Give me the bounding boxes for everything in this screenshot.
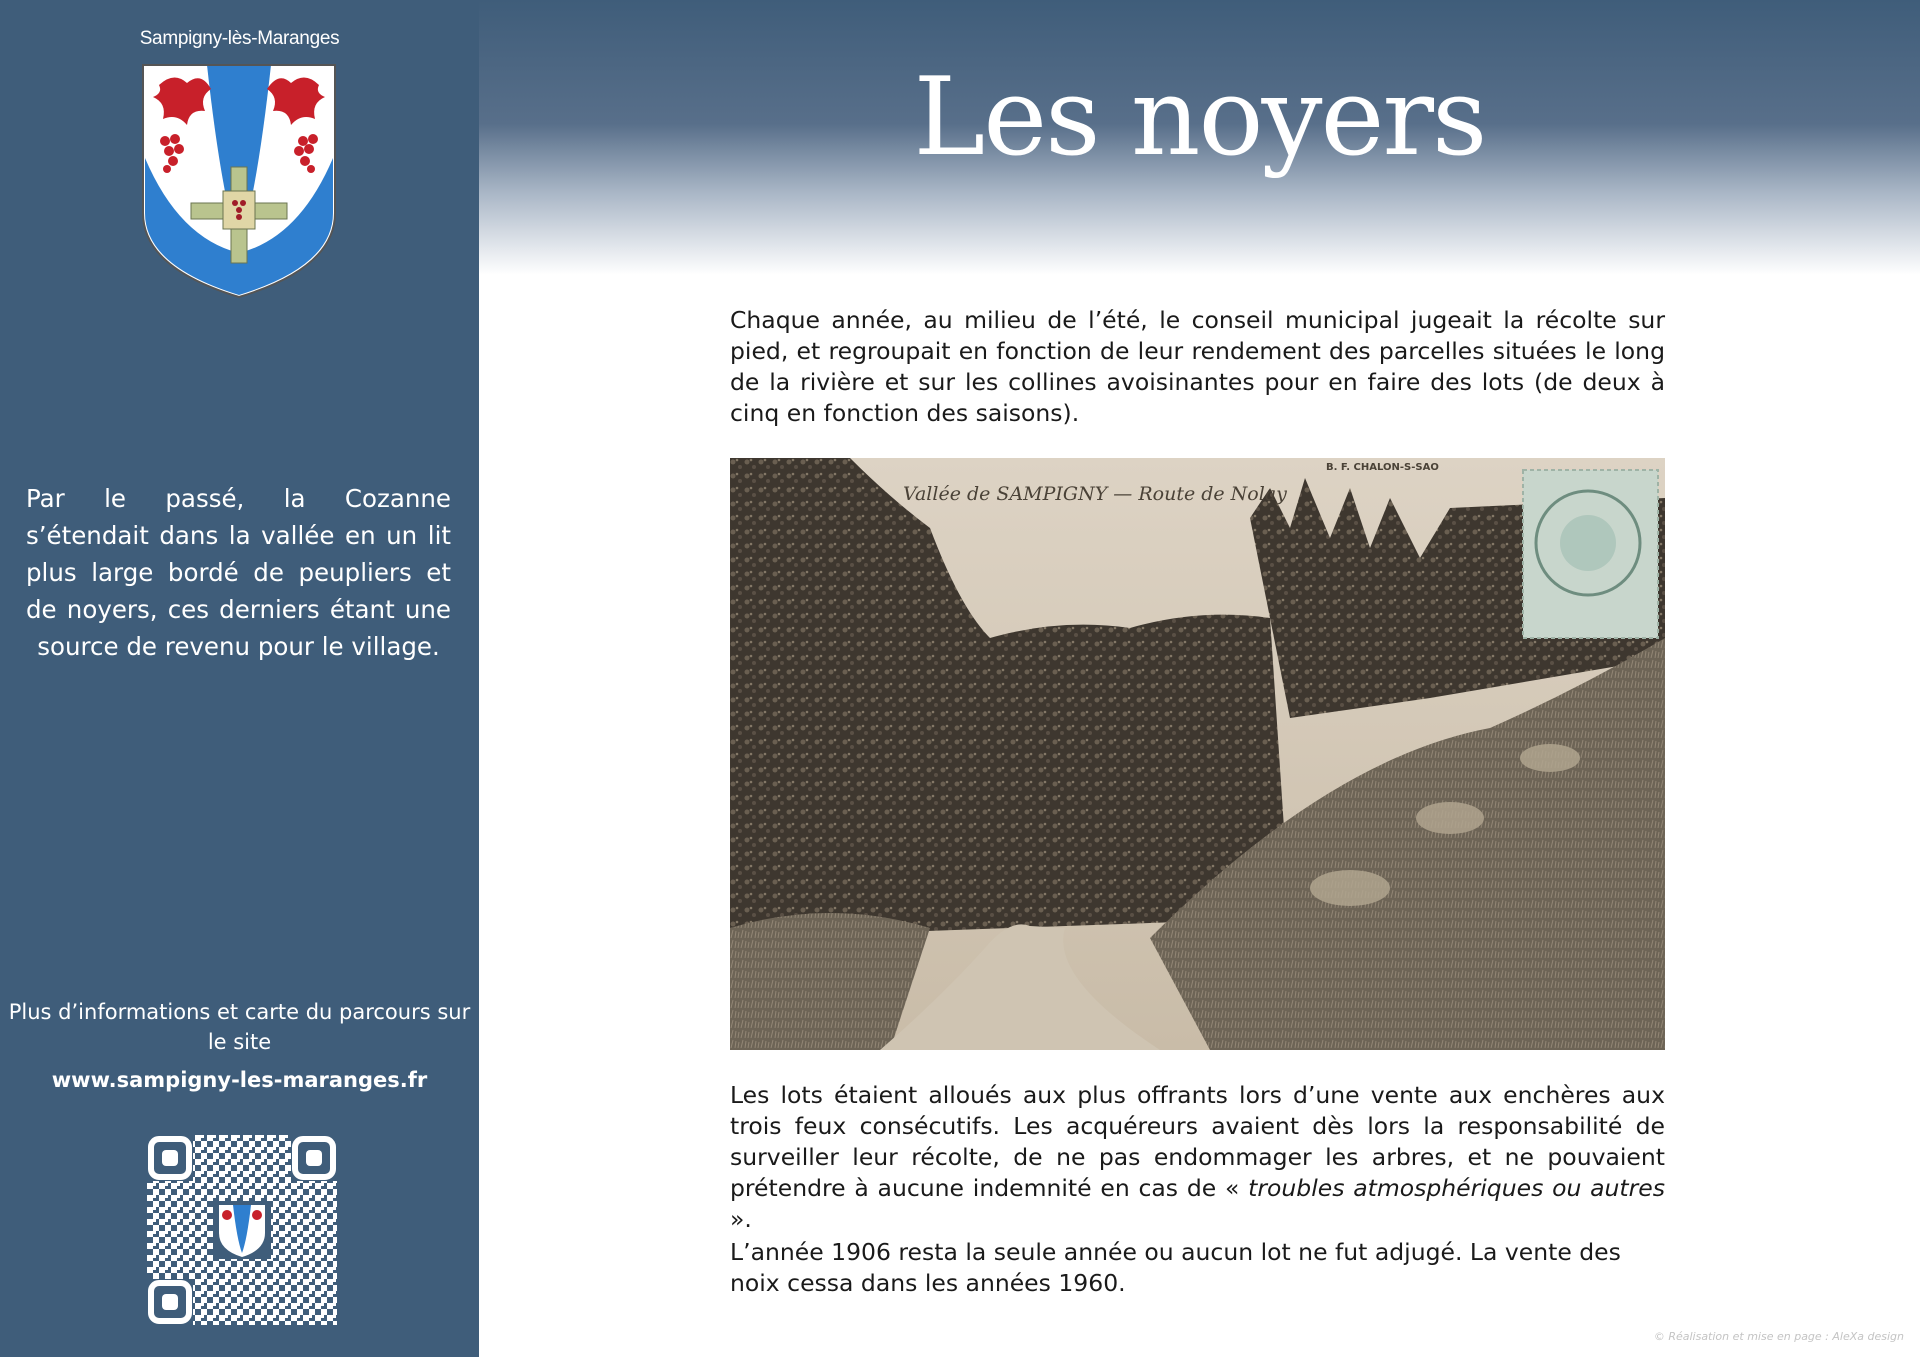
village-name: Sampigny-lès-Maranges [139, 28, 340, 49]
auction-paragraph: Les lots étaient alloués aux plus offrants lors d’une vente aux enchères aux trois feux consécutifs. Les acquéreurs avaient dès lors la responsabilité de surveiller leur récolte, de ne pas endommager les arbres, et ne pouvaient prétendre à aucune indemnité en cas de « troubles atmosphériques ou autres ». [730, 1081, 1666, 1233]
more-info-text: Plus d’informations et carte du parcours sur le site [8, 1000, 471, 1054]
postage-stamp-icon [1523, 470, 1658, 638]
intro-text: Par le passé, la Cozanne s’étendait dans la vallée en un lit plus large bordé de peupliers et de noyers, ces derniers étant une source de revenu pour le village. [26, 484, 451, 661]
website-link[interactable]: www.sampigny-les-maranges.fr [51, 1068, 428, 1092]
coat-of-arms-icon [139, 63, 339, 299]
history-paragraph: L’année 1906 resta la seule année ou aucun lot ne fut adjugé. La vente des noix cessa dans les années 1960. [730, 1238, 1621, 1297]
postcard-caption: Vallée de SAMPIGNY — Route de Nolay [903, 483, 1287, 505]
postcard-photo [730, 458, 1665, 1050]
design-credit: © Réalisation et mise en page : AleXa design [1653, 1330, 1904, 1343]
sidebar [0, 0, 479, 1357]
header-banner [479, 0, 1920, 275]
postcard-publisher: B. F. CHALON-S-SAO [1326, 462, 1439, 473]
qr-code-icon[interactable] [147, 1135, 337, 1325]
intro-paragraph: Chaque année, au milieu de l’été, le conseil municipal jugeait la récolte sur pied, et regroupait en fonction de leur rendement des parcelles situées le long de la rivière et sur les collines avoisinantes pour en faire des lots (de deux à cinq en fonction des saisons). [730, 306, 1665, 427]
page-title: Les noyers [913, 55, 1486, 180]
